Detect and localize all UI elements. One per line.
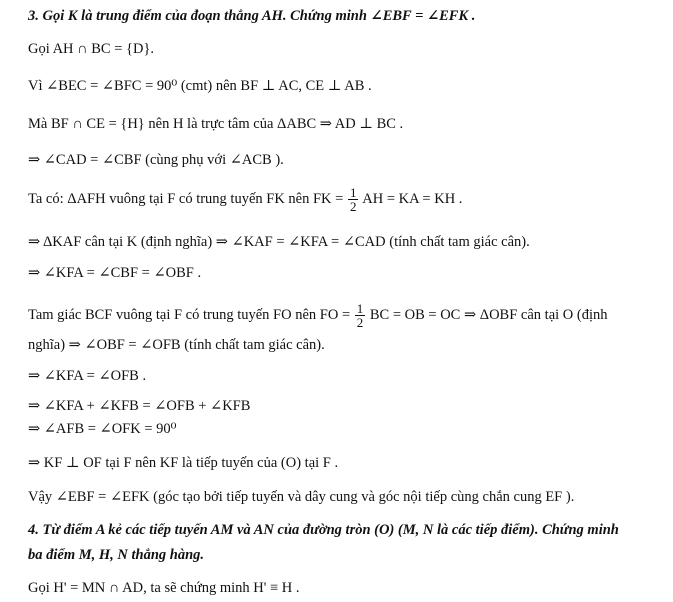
- text-line: Vậy ∠EBF = ∠EFK (góc tạo bởi tiếp tuyến và dây cung và góc nội tiếp cùng chắn cung EF ).: [28, 489, 575, 505]
- text-line: ⇒ ∠KFA = ∠OFB .: [28, 368, 147, 384]
- fraction: [348, 186, 359, 213]
- fraction-denominator: 2: [349, 199, 357, 214]
- text-line-with-fraction: [28, 186, 462, 213]
- text-line: nghĩa) ⇒ ∠OBF = ∠OFB (tính chất tam giác cân).: [28, 337, 325, 353]
- problem-3-heading: 3. Gọi K là trung điểm của đoạn thẳng AH. Chứng minh ∠EBF = ∠EFK .: [28, 8, 476, 24]
- text-segment: BC = OB = OC ⇒ ΔOBF cân tại O (định: [369, 306, 608, 323]
- fraction: [355, 302, 366, 329]
- text-line: ⇒ ∠AFB = ∠OFK = 90⁰: [28, 421, 177, 437]
- text-line: ⇒ ∠KFA = ∠CBF = ∠OBF .: [28, 265, 202, 281]
- fraction-numerator: 1: [356, 301, 364, 316]
- text-line: Mà BF ∩ CE = {H} nên H là trực tâm của ΔABC ⇒ AD ⊥ BC .: [28, 116, 404, 132]
- text-segment: Tam giác BCF vuông tại F có trung tuyến FO nên FO =: [28, 306, 351, 323]
- fraction-numerator: 1: [349, 185, 357, 200]
- text-line: Vì ∠BEC = ∠BFC = 90⁰ (cmt) nên BF ⊥ AC, CE ⊥ AB .: [28, 78, 372, 94]
- text-line: ⇒ ∠KFA + ∠KFB = ∠OFB + ∠KFB: [28, 398, 251, 414]
- text-line: ⇒ ΔKAF cân tại K (định nghĩa) ⇒ ∠KAF = ∠KFA = ∠CAD (tính chất tam giác cân).: [28, 234, 530, 250]
- problem-4-heading: 4. Từ điểm A kẻ các tiếp tuyến AM và AN của đường tròn (O) (M, N là các tiếp điểm). Chứng minh: [28, 522, 619, 538]
- text-line: Gọi H' = MN ∩ AD, ta sẽ chứng minh H' ≡ H .: [28, 580, 300, 596]
- text-line-with-fraction: [28, 302, 607, 329]
- text-line: ⇒ KF ⊥ OF tại F nên KF là tiếp tuyến của (O) tại F .: [28, 455, 339, 471]
- fraction-denominator: 2: [356, 315, 364, 330]
- text-line: ⇒ ∠CAD = ∠CBF (cùng phụ với ∠ACB ).: [28, 152, 284, 168]
- problem-4-heading-cont: ba điểm M, H, N thẳng hàng.: [28, 547, 205, 563]
- text-segment: AH = KA = KH .: [362, 190, 463, 207]
- text-segment: Ta có: ΔAFH vuông tại F có trung tuyến FK nên FK =: [28, 190, 344, 207]
- text-line: Gọi AH ∩ BC = {D}.: [28, 41, 155, 57]
